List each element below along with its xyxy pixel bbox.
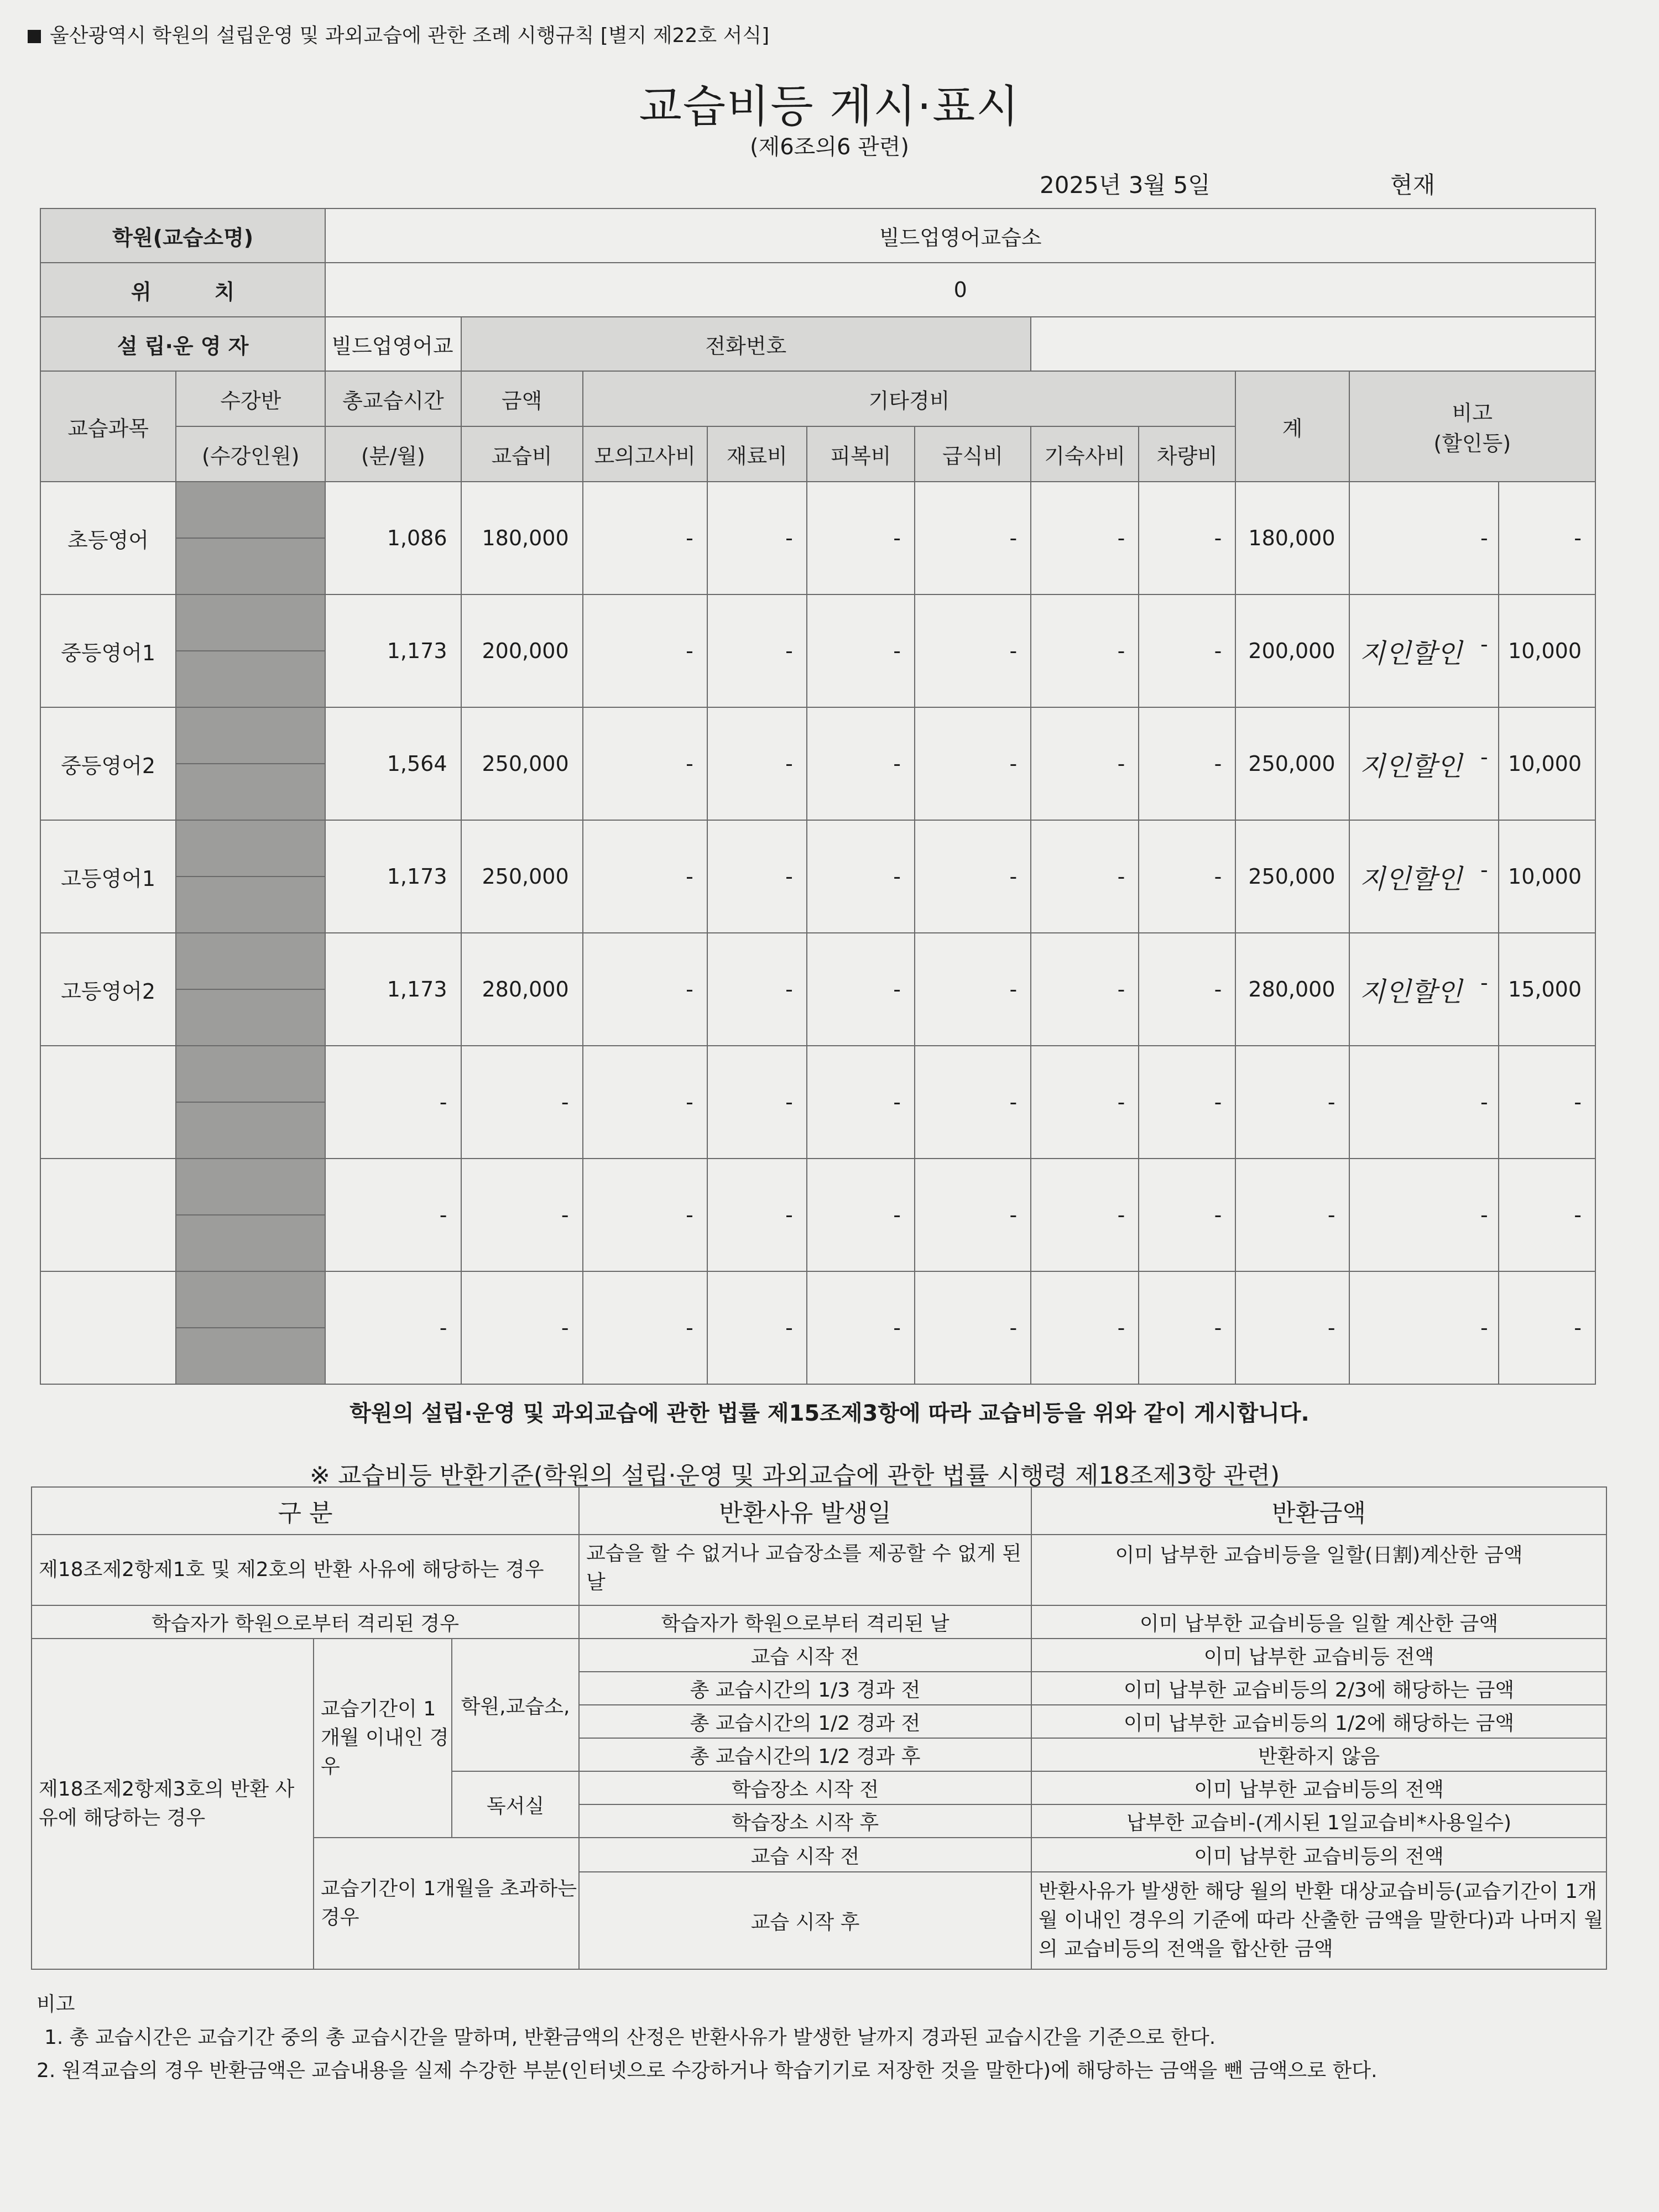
tuition-row (40, 707, 1595, 764)
class-cell (176, 482, 325, 538)
remarks-header (1349, 371, 1595, 482)
total-cell: 180,000 (1235, 482, 1349, 594)
discount-type-dash: - (1480, 970, 1488, 995)
info-row-location (40, 263, 1595, 317)
refund-closure-category: 제18조제2항제1호 및 제2호의 반환 사유에 해당하는 경우 (32, 1535, 579, 1605)
materials-cell: - (707, 707, 807, 820)
refund-c1-when: 교습 시작 전 (579, 1838, 1031, 1872)
info-row-academy (40, 208, 1595, 263)
class-sub-header: (수강인원) (176, 426, 325, 482)
discount-type-dash: - (1480, 1090, 1488, 1114)
hours-cell: 1,173 (325, 820, 461, 933)
clothing-cell: - (807, 933, 915, 1046)
total-cell: 250,000 (1235, 707, 1349, 820)
clothing-cell: - (807, 482, 915, 594)
discount-type-dash: - (1480, 1203, 1488, 1227)
refund-amount-header: 반환금액 (1031, 1487, 1606, 1535)
clothing-cell: - (807, 820, 915, 933)
vehicle-cell: - (1139, 707, 1235, 820)
tuition-row (40, 1046, 1595, 1102)
document-title: 교습비등 게시·표시 (639, 81, 1020, 132)
refund-when-header: 반환사유 발생일 (579, 1487, 1031, 1535)
refund-standard-title: ※ 교습비등 반환기준(학원의 설립·운영 및 과외교습에 관한 법률 시행령 제18조제3항 관련) (310, 1462, 1280, 1490)
subject-header: 교습과목 (40, 371, 176, 482)
tuition-cell: - (461, 1271, 583, 1384)
refund-a4-when: 총 교습시간의 1/2 경과 후 (579, 1738, 1031, 1771)
discount-note-cell (1349, 933, 1499, 1046)
subject-cell: 고등영어2 (40, 933, 176, 1046)
clothing-cell: - (807, 594, 915, 707)
phone-value (1031, 317, 1595, 371)
total-cell: 200,000 (1235, 594, 1349, 707)
meals-header: 급식비 (915, 426, 1031, 482)
tuition-cell: 200,000 (461, 594, 583, 707)
class-cell (176, 820, 325, 877)
materials-cell: - (707, 1271, 807, 1384)
mock-exam-cell: - (583, 1159, 707, 1271)
handwritten-discount-note: 지인할인 (1359, 750, 1463, 782)
refund-a1-when: 교습 시작 전 (579, 1639, 1031, 1672)
discount-amount-cell: - (1499, 482, 1595, 594)
dormitory-cell: - (1031, 933, 1139, 1046)
materials-cell: - (707, 1046, 807, 1159)
discount-amount-cell: 10,000 (1499, 594, 1595, 707)
enrollment-cell (176, 1102, 325, 1159)
refund-a4-amount: 반환하지 않음 (1031, 1738, 1606, 1771)
enrollment-cell (176, 1328, 325, 1384)
refund-row-closure (32, 1535, 1606, 1605)
subject-cell: 중등영어2 (40, 707, 176, 820)
dormitory-cell: - (1031, 482, 1139, 594)
discount-amount-cell: 10,000 (1499, 820, 1595, 933)
handwritten-discount-note: 지인할인 (1359, 976, 1463, 1008)
total-header: 계 (1235, 371, 1349, 482)
refund-isolation-amount: 이미 납부한 교습비등을 일할 계산한 금액 (1031, 1605, 1606, 1639)
refund-row-isolation (32, 1605, 1606, 1639)
subject-cell: 중등영어1 (40, 594, 176, 707)
mock-exam-cell: - (583, 820, 707, 933)
discount-amount-cell: - (1499, 1046, 1595, 1159)
discount-note-cell (1349, 707, 1499, 820)
discount-note-cell (1349, 1159, 1499, 1271)
hours-cell: - (325, 1271, 461, 1384)
total-cell: - (1235, 1046, 1349, 1159)
refund-a3-amount: 이미 납부한 교습비등의 1/2에 해당하는 금액 (1031, 1705, 1606, 1738)
refund-closure-when: 교습을 할 수 없거나 교습장소를 제공할 수 없게 된 날 (579, 1535, 1031, 1605)
tuition-row (40, 1271, 1595, 1328)
tuition-cell: 250,000 (461, 707, 583, 820)
tuition-cell: 250,000 (461, 820, 583, 933)
remarks-label: 비고 (36, 1993, 75, 2016)
remarks-header-label: 비고 (1452, 401, 1493, 425)
refund-a2-amount: 이미 납부한 교습비등의 2/3에 해당하는 금액 (1031, 1672, 1606, 1705)
location-value: 0 (325, 263, 1595, 317)
remarks-header-sub: (할인등) (1433, 431, 1511, 456)
hours-cell: 1,086 (325, 482, 461, 594)
date-suffix: 현재 (1390, 171, 1436, 199)
tuition-header: 교습비 (461, 426, 583, 482)
meals-cell: - (915, 1159, 1031, 1271)
clothing-cell: - (807, 1046, 915, 1159)
hours-sub-header: (분/월) (325, 426, 461, 482)
document-subtitle: (제6조의6 관련) (749, 134, 910, 160)
discount-note-cell (1349, 594, 1499, 707)
total-cell: 250,000 (1235, 820, 1349, 933)
refund-row-a1 (32, 1639, 1606, 1672)
handwritten-discount-note: 지인할인 (1359, 863, 1463, 895)
class-cell (176, 594, 325, 651)
class-cell (176, 1046, 325, 1102)
refund-header-row (32, 1487, 1606, 1535)
dormitory-cell: - (1031, 1159, 1139, 1271)
founder-label: 설 립·운 영 자 (40, 317, 325, 371)
date-value: 2025년 3월 5일 (1040, 171, 1211, 199)
dormitory-cell: - (1031, 1046, 1139, 1159)
enrollment-cell (176, 989, 325, 1046)
materials-cell: - (707, 933, 807, 1046)
class-cell (176, 1159, 325, 1215)
dormitory-cell: - (1031, 820, 1139, 933)
discount-type-dash: - (1480, 744, 1488, 769)
meals-cell: - (915, 933, 1031, 1046)
meals-cell: - (915, 820, 1031, 933)
hours-cell: - (325, 1159, 461, 1271)
dormitory-cell: - (1031, 1271, 1139, 1384)
materials-cell: - (707, 820, 807, 933)
refund-period-over-month: 교습기간이 1개월을 초과하는 경우 (314, 1838, 579, 1969)
materials-cell: - (707, 482, 807, 594)
discount-amount-cell: - (1499, 1271, 1595, 1384)
posting-notice: 학원의 설립·운영 및 과외교습에 관한 법률 제15조제3항에 따라 교습비등을 위와 같이 게시합니다. (349, 1401, 1310, 1426)
vehicle-cell: - (1139, 594, 1235, 707)
tuition-row (40, 933, 1595, 989)
meals-cell: - (915, 482, 1031, 594)
subject-cell: 고등영어1 (40, 820, 176, 933)
tuition-cell: - (461, 1159, 583, 1271)
refund-b1-amount: 이미 납부한 교습비등의 전액 (1031, 1771, 1606, 1804)
total-cell: - (1235, 1159, 1349, 1271)
mock-exam-cell: - (583, 594, 707, 707)
tuition-cell: - (461, 1046, 583, 1159)
refund-a2-when: 총 교습시간의 1/3 경과 전 (579, 1672, 1031, 1705)
column-header-row-1 (40, 371, 1595, 426)
vehicle-cell: - (1139, 1159, 1235, 1271)
subject-cell (40, 1046, 176, 1159)
meals-cell: - (915, 594, 1031, 707)
refund-b1-when: 학습장소 시작 전 (579, 1771, 1031, 1804)
refund-c1-amount: 이미 납부한 교습비등의 전액 (1031, 1838, 1606, 1872)
dormitory-cell: - (1031, 707, 1139, 820)
subject-cell: 초등영어 (40, 482, 176, 594)
vehicle-cell: - (1139, 820, 1235, 933)
refund-period-within-month: 교습기간이 1개월 이내인 경우 (314, 1639, 452, 1838)
refund-c2-amount: 반환사유가 발생한 해당 월의 반환 대상교습비등(교습기간이 1개월 이내인 경우의 기준에 따라 산출한 금액을 말한다)과 나머지 월의 교습비등의 전액을 합산한 금액 (1031, 1872, 1606, 1969)
discount-note-cell (1349, 1271, 1499, 1384)
enrollment-cell (176, 538, 325, 594)
vehicle-cell: - (1139, 482, 1235, 594)
tuition-table (40, 208, 1596, 1385)
enrollment-cell (176, 877, 325, 933)
tuition-row (40, 482, 1595, 538)
hours-cell: 1,173 (325, 594, 461, 707)
bullet-square-icon (28, 30, 41, 43)
discount-type-dash: - (1480, 632, 1488, 656)
clothing-header: 피복비 (807, 426, 915, 482)
mock-exam-cell: - (583, 933, 707, 1046)
refund-academy-label: 학원,교습소, (452, 1639, 579, 1771)
total-cell: 280,000 (1235, 933, 1349, 1046)
refund-isolation-when: 학습자가 학원으로부터 격리된 날 (579, 1605, 1031, 1639)
location-label: 위 치 (40, 263, 325, 317)
subject-cell (40, 1271, 176, 1384)
info-row-founder (40, 317, 1595, 371)
discount-note-cell (1349, 482, 1499, 594)
tuition-row (40, 820, 1595, 877)
refund-isolation-category: 학습자가 학원으로부터 격리된 경우 (32, 1605, 579, 1639)
amount-header: 금액 (461, 371, 583, 426)
hours-cell: 1,564 (325, 707, 461, 820)
tuition-row (40, 594, 1595, 651)
mock-exam-cell: - (583, 482, 707, 594)
clothing-cell: - (807, 707, 915, 820)
refund-no3-category: 제18조제2항제3호의 반환 사유에 해당하는 경우 (32, 1639, 314, 1969)
mock-exam-cell: - (583, 1046, 707, 1159)
tuition-row (40, 1159, 1595, 1215)
vehicle-cell: - (1139, 1271, 1235, 1384)
mock-exam-header: 모의고사비 (583, 426, 707, 482)
vehicle-cell: - (1139, 933, 1235, 1046)
hours-header: 총교습시간 (325, 371, 461, 426)
tuition-cell: 180,000 (461, 482, 583, 594)
discount-type-dash: - (1480, 1316, 1488, 1340)
vehicle-cell: - (1139, 1046, 1235, 1159)
handwritten-discount-note: 지인할인 (1359, 638, 1463, 669)
enrollment-cell (176, 651, 325, 707)
vehicle-header: 차량비 (1139, 426, 1235, 482)
dormitory-header: 기숙사비 (1031, 426, 1139, 482)
enrollment-cell (176, 764, 325, 820)
mock-exam-cell: - (583, 707, 707, 820)
form-header-note: 울산광역시 학원의 설립운영 및 과외교습에 관한 조례 시행규칙 [별지 제22호 서식] (28, 20, 769, 48)
hours-cell: - (325, 1046, 461, 1159)
remark-item: 2. 원격교습의 경우 반환금액은 교습내용을 실제 수강한 부분(인터넷으로 수강하거나 학습기기로 저장한 것을 말한다)에 해당하는 금액을 뺀 금액으로 한다. (36, 2059, 1378, 2082)
refund-b2-when: 학습장소 시작 후 (579, 1804, 1031, 1838)
discount-type-dash: - (1480, 526, 1488, 550)
tuition-rows (40, 482, 1595, 1384)
materials-cell: - (707, 1159, 807, 1271)
refund-c2-when: 교습 시작 후 (579, 1872, 1031, 1969)
refund-table (31, 1486, 1607, 1970)
meals-cell: - (915, 707, 1031, 820)
academy-label: 학원(교습소명) (40, 208, 325, 263)
discount-note-cell (1349, 820, 1499, 933)
discount-note-cell (1349, 1046, 1499, 1159)
remark-item: 1. 총 교습시간은 교습기간 중의 총 교습시간을 말하며, 반환금액의 산정은 반환사유가 발생한 날까지 경과된 교습시간을 기준으로 한다. (44, 2026, 1216, 2049)
class-header: 수강반 (176, 371, 325, 426)
subject-cell (40, 1159, 176, 1271)
materials-cell: - (707, 594, 807, 707)
other-expenses-header: 기타경비 (583, 371, 1236, 426)
mock-exam-cell: - (583, 1271, 707, 1384)
refund-reading-room-label: 독서실 (452, 1771, 579, 1838)
meals-cell: - (915, 1271, 1031, 1384)
academy-value: 빌드업영어교습소 (325, 208, 1595, 263)
clothing-cell: - (807, 1159, 915, 1271)
tuition-cell: 280,000 (461, 933, 583, 1046)
refund-category-header: 구 분 (32, 1487, 579, 1535)
class-cell (176, 1271, 325, 1328)
founder-value: 빌드업영어교 (325, 317, 461, 371)
discount-amount-cell: 15,000 (1499, 933, 1595, 1046)
enrollment-cell (176, 1215, 325, 1271)
class-cell (176, 707, 325, 764)
refund-b2-amount: 납부한 교습비-(게시된 1일교습비*사용일수) (1031, 1804, 1606, 1838)
dormitory-cell: - (1031, 594, 1139, 707)
refund-a3-when: 총 교습시간의 1/2 경과 전 (579, 1705, 1031, 1738)
phone-label: 전화번호 (461, 317, 1031, 371)
discount-type-dash: - (1480, 857, 1488, 882)
total-cell: - (1235, 1271, 1349, 1384)
hours-cell: 1,173 (325, 933, 461, 1046)
class-cell (176, 933, 325, 989)
refund-closure-amount: 이미 납부한 교습비등을 일할(日割)계산한 금액 (1031, 1535, 1606, 1605)
discount-amount-cell: 10,000 (1499, 707, 1595, 820)
discount-amount-cell: - (1499, 1159, 1595, 1271)
meals-cell: - (915, 1046, 1031, 1159)
refund-a1-amount: 이미 납부한 교습비등 전액 (1031, 1639, 1606, 1672)
clothing-cell: - (807, 1271, 915, 1384)
materials-header: 재료비 (707, 426, 807, 482)
